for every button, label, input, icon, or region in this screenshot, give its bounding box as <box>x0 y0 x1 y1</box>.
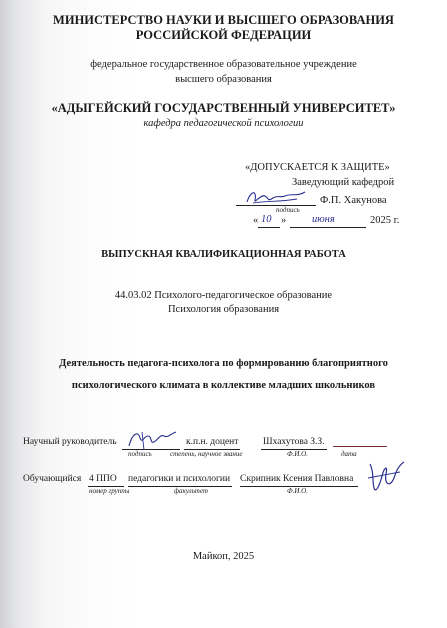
supervisor-caption-degree: степень, научное звание <box>170 450 243 458</box>
approval-month: июня <box>312 214 335 225</box>
student-label: Обучающийся <box>23 474 82 484</box>
approval-date-close-quote: » <box>281 215 287 226</box>
thesis-title-line1: Деятельность педагога-психолога по формированию благоприятного <box>59 358 388 369</box>
supervisor-name: Шхахутова З.З. <box>263 437 325 447</box>
supervisor-caption-name: Ф.И.О. <box>287 450 308 458</box>
approval-role: Заведующий кафедрой <box>292 177 395 188</box>
student-faculty: педагогики и психологии <box>128 474 231 484</box>
approval-day-line <box>258 227 280 228</box>
institution-type-line1: федеральное государственное образовательное учреждение <box>90 59 357 70</box>
student-caption-faculty: факультет <box>174 487 208 495</box>
approval-day: 10 <box>261 214 272 225</box>
supervisor-caption-signature: подпись <box>128 450 152 458</box>
program-code: 44.03.02 Психолого-педагогическое образование <box>114 290 333 301</box>
thesis-title-line2: психологического климата в коллективе младших школьников <box>71 380 376 391</box>
supervisor-degree: к.п.н. доцент <box>186 437 239 447</box>
supervisor-date-line <box>333 446 387 447</box>
supervisor-caption-date: дата <box>341 450 357 458</box>
university-name: «АДЫГЕЙСКИЙ ГОСУДАРСТВЕННЫЙ УНИВЕРСИТЕТ» <box>51 101 396 115</box>
approval-year: 2025 г. <box>370 215 400 226</box>
student-name: Скрипник Ксения Павловна <box>240 474 354 484</box>
supervisor-label: Научный руководитель <box>23 437 117 447</box>
head-signature-icon <box>245 186 309 208</box>
ministry-title-line2: РОССИЙСКОЙ ФЕДЕРАЦИИ <box>135 28 312 42</box>
approval-date-open-quote: « <box>253 215 259 226</box>
student-caption-group: номер группы <box>89 487 130 495</box>
student-signature-icon <box>364 458 408 498</box>
institution-type-line2: высшего образования <box>175 74 272 85</box>
approval-month-line <box>290 227 366 228</box>
approval-name: Ф.П. Хакунова <box>320 195 387 206</box>
approval-signature-caption: подпись <box>276 206 300 214</box>
approval-stamp: «ДОПУСКАЕТСЯ К ЗАЩИТЕ» <box>245 162 390 173</box>
student-group: 4 ППО <box>89 474 117 484</box>
student-caption-name: Ф.И.О. <box>287 487 308 495</box>
department-name: кафедра педагогической психологии <box>143 118 304 129</box>
city-year: Майкоп, 2025 <box>192 551 255 562</box>
work-type: ВЫПУСКНАЯ КВАЛИФИКАЦИОННАЯ РАБОТА <box>101 249 346 260</box>
program-profile: Психология образования <box>167 304 280 315</box>
ministry-title-line1: МИНИСТЕРСТВО НАУКИ И ВЫСШЕГО ОБРАЗОВАНИЯ <box>53 13 394 27</box>
supervisor-signature-icon <box>126 428 178 452</box>
